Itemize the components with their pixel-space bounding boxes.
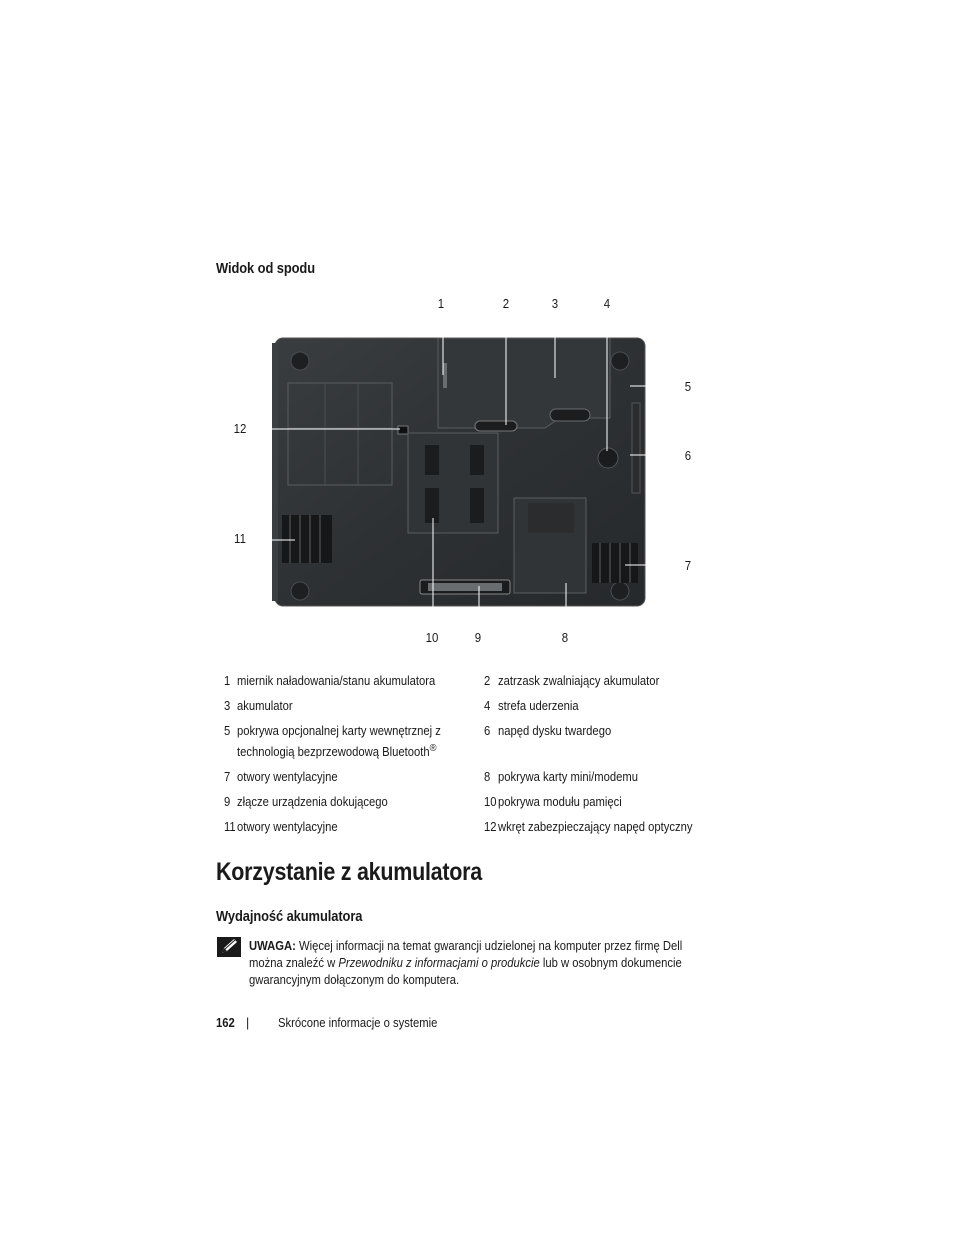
legend-table <box>216 669 718 840</box>
legend-number: 11 <box>224 820 236 835</box>
callout-2: 2 <box>502 296 510 311</box>
callout-4: 4 <box>603 296 611 311</box>
legend-row <box>216 669 718 694</box>
callout-12: 12 <box>233 421 247 436</box>
callout-8: 8 <box>561 630 569 645</box>
note-italic-title: Przewodniku z informacjami o produkcie <box>338 956 540 970</box>
footer-separator: | <box>246 1016 250 1030</box>
callout-9: 9 <box>474 630 482 645</box>
legend-number: 6 <box>483 724 491 738</box>
legend-number: 8 <box>483 770 491 785</box>
callout-5: 5 <box>684 379 692 394</box>
note-block <box>249 938 719 989</box>
legend-number: 9 <box>224 795 231 810</box>
legend-row <box>216 765 718 790</box>
legend-number: 3 <box>224 699 231 713</box>
laptop-bottom-view-illustration <box>270 333 650 611</box>
footer-title: Skrócone informacje o systemie <box>278 1016 438 1030</box>
note-label: UWAGA: <box>249 939 296 953</box>
legend-text: otwory wentylacyjne <box>236 770 338 785</box>
legend-text-wrapped <box>237 723 449 761</box>
legend-text: napęd dysku twardego <box>497 724 612 738</box>
page-number: 162 <box>216 1016 235 1030</box>
legend-text: otwory wentylacyjne <box>236 820 338 835</box>
callout-7: 7 <box>684 558 692 573</box>
legend-text: akumulator <box>236 699 293 713</box>
legend-number: 12 <box>483 820 497 835</box>
callout-6: 6 <box>684 448 692 463</box>
legend-text: zatrzask zwalniający akumulator <box>497 674 660 688</box>
legend-text: pokrywa opcjonalnej karty wewnętrznej z technologią bezprzewodową Bluetooth <box>236 724 441 760</box>
note-paragraph <box>249 938 717 989</box>
callout-10: 10 <box>425 630 439 645</box>
legend-text: pokrywa karty mini/modemu <box>497 770 638 785</box>
legend-number: 1 <box>224 674 231 688</box>
registered-mark: ® <box>429 743 437 754</box>
legend-number: 7 <box>224 770 231 785</box>
legend-row <box>216 790 718 815</box>
note-pencil-icon <box>217 937 241 957</box>
legend-number: 5 <box>224 724 231 738</box>
legend-text: złącze urządzenia dokującego <box>236 795 388 810</box>
legend-row <box>216 815 718 840</box>
section-heading: Widok od spodu <box>216 260 316 277</box>
main-heading: Korzystanie z akumulatora <box>216 858 482 886</box>
legend-text: strefa uderzenia <box>497 699 579 713</box>
sub-heading: Wydajność akumulatora <box>216 908 363 925</box>
callout-3: 3 <box>551 296 559 311</box>
legend-number: 2 <box>483 674 491 688</box>
legend-number: 4 <box>483 699 491 713</box>
legend-text: pokrywa modułu pamięci <box>497 795 622 810</box>
legend-row <box>216 719 718 765</box>
note-text-1: Więcej informacji na temat gwarancji udzielonej na komputer przez firmę Dell można znaleźć w <box>249 939 683 970</box>
callout-1: 1 <box>437 296 445 311</box>
legend-number: 10 <box>483 795 497 810</box>
callout-11: 11 <box>234 531 246 546</box>
legend-text: wkręt zabezpieczający napęd optyczny <box>497 820 693 835</box>
note-text-2: lub w osobnym dokumencie gwarancyjnym dołączonym do komputera. <box>249 956 682 987</box>
legend-row <box>216 694 718 719</box>
legend-text: miernik naładowania/stanu akumulatora <box>236 674 436 688</box>
